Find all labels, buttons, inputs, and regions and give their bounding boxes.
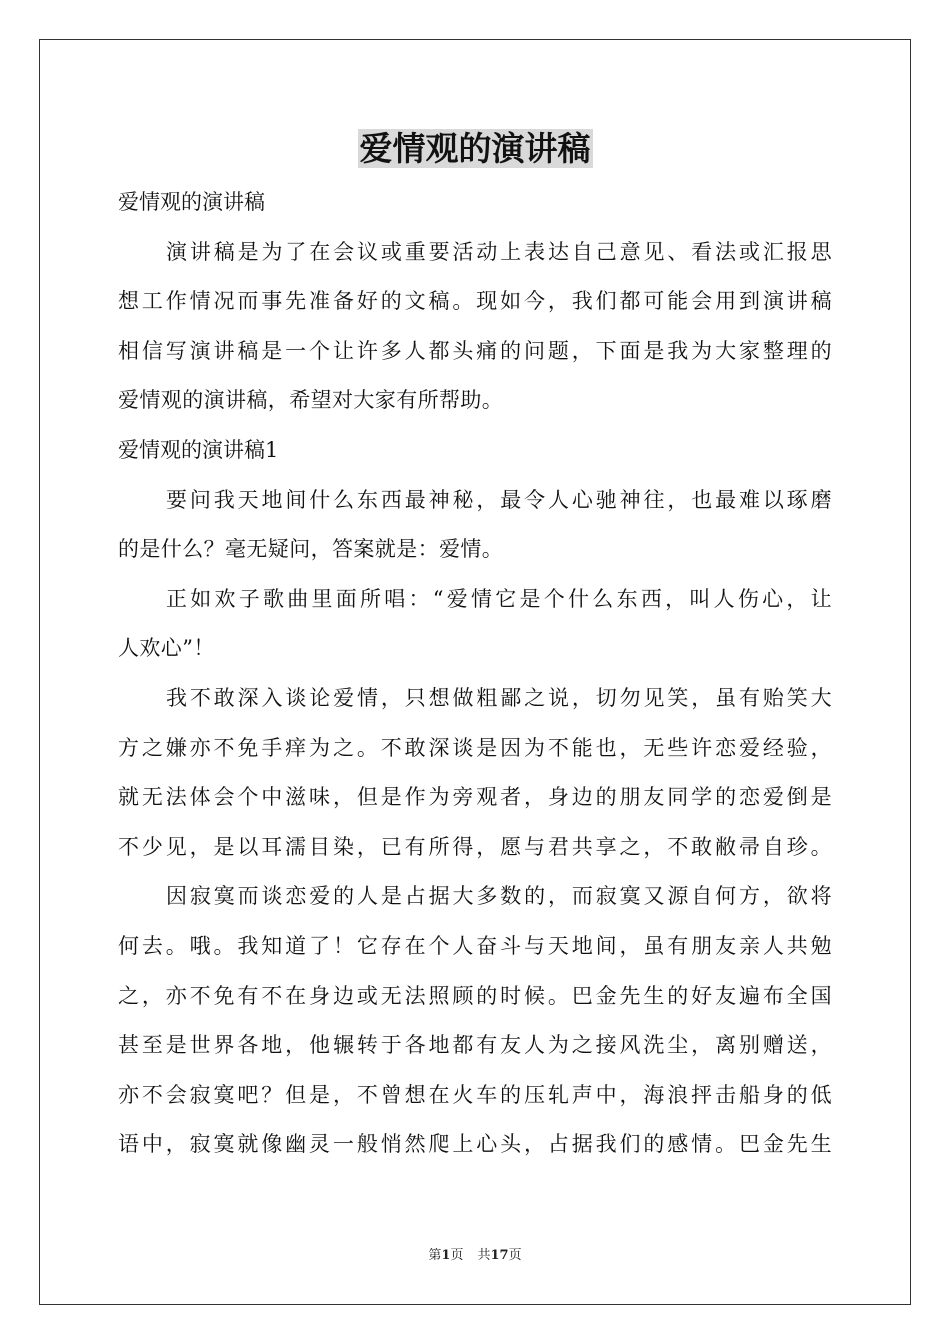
document-title: [0, 127, 950, 171]
body-line: 语中，寂寞就像幽灵一般悄然爬上心头，占据我们的感情。巴金先生: [118, 1132, 832, 1157]
body-line: 人欢心”！: [118, 636, 215, 661]
page-number-prefix: 第: [428, 1248, 442, 1263]
total-pages-suffix: 页: [508, 1248, 522, 1263]
body-line: 想工作情况而事先准备好的文稿。现如今，我们都可能会用到演讲稿: [118, 289, 832, 314]
body-line: 爱情观的演讲稿1: [118, 437, 279, 462]
body-line: 方之嫌亦不免手痒为之。不敢深谈是因为不能也，无些许恋爱经验，: [118, 735, 832, 760]
body-line: 爱情观的演讲稿: [118, 190, 265, 214]
total-pages-prefix: 共: [477, 1248, 491, 1263]
document-title-text: 爱情观的演讲稿: [359, 129, 591, 168]
body-line: 之，亦不免有不在身边或无法照顾的时候。巴金先生的好友遍布全国: [118, 983, 832, 1008]
total-pages: 17: [490, 1248, 509, 1263]
body-line: 相信写演讲稿是一个让许多人都头痛的问题，下面是我为大家整理的: [118, 338, 832, 363]
body-line: 正如欢子歌曲里面所唱：“爱情它是个什么东西，叫人伤心，让: [166, 586, 832, 611]
body-line: 的是什么？毫无疑问，答案就是：爱情。: [118, 537, 504, 562]
body-line: 不少见，是以耳濡目染，已有所得，愿与君共享之，不敢敝帚自珍。: [118, 834, 832, 859]
body-line: 演讲稿是为了在会议或重要活动上表达自己意见、看法或汇报思: [166, 239, 832, 264]
body-line: 亦不会寂寞吧？但是，不曾想在火车的压轧声中，海浪抨击船身的低: [118, 1082, 832, 1107]
body-line: 要问我天地间什么东西最神秘，最令人心驰神往，也最难以琢磨: [166, 487, 832, 512]
document-body: [118, 178, 832, 1170]
page-number: 1: [441, 1248, 451, 1263]
body-line: 我不敢深入谈论爱情，只想做粗鄙之说，切勿见笑，虽有贻笑大: [166, 685, 832, 710]
body-line: 何去。哦。我知道了！它存在个人奋斗与天地间，虽有朋友亲人共勉: [118, 933, 832, 958]
body-line: 甚至是世界各地，他辗转于各地都有友人为之接风洗尘，离别赠送，: [118, 1033, 832, 1058]
body-line: 因寂寞而谈恋爱的人是占据大多数的，而寂寞又源自何方，欲将: [166, 884, 832, 909]
page-number-suffix: 页: [450, 1248, 464, 1263]
body-line: 爱情观的演讲稿，希望对大家有所帮助。: [118, 388, 504, 413]
body-line: 就无法体会个中滋味，但是作为旁观者，身边的朋友同学的恋爱倒是: [118, 785, 832, 810]
page-footer: [0, 1244, 950, 1263]
